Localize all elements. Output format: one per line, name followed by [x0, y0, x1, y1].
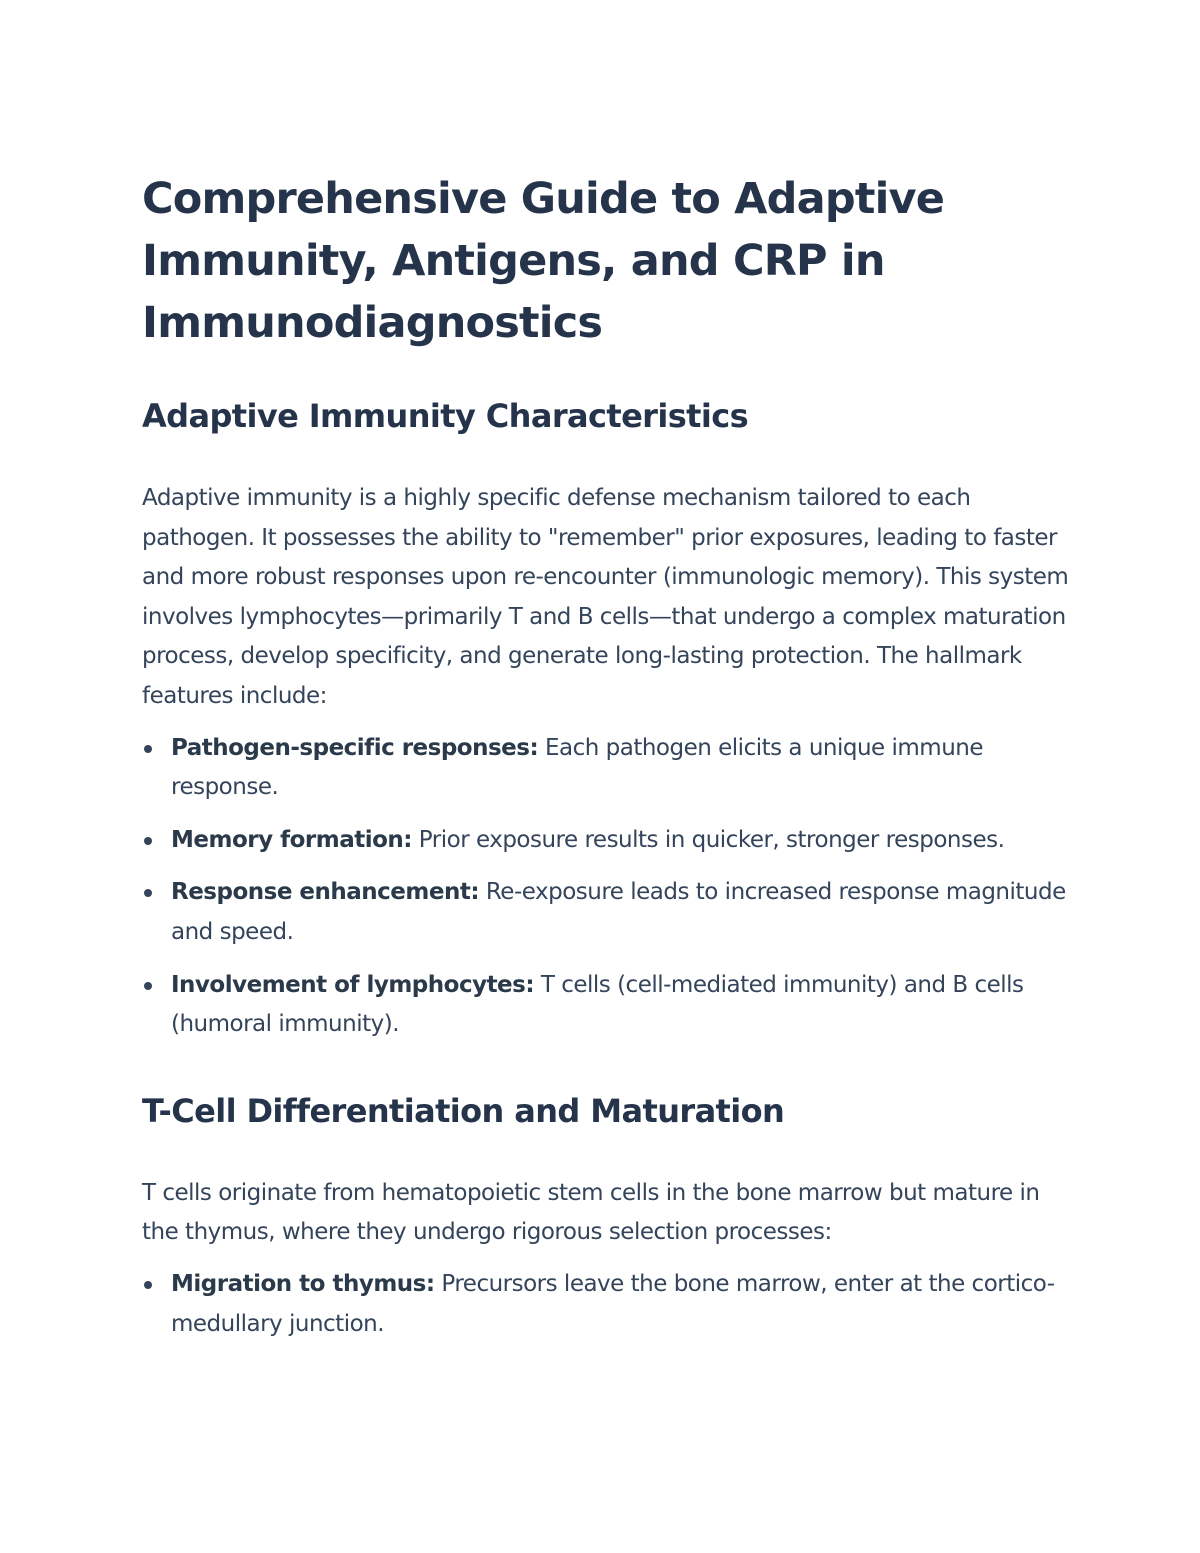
bullet-icon — [144, 889, 152, 897]
list-item-term: Pathogen-specific responses: — [171, 734, 539, 761]
list-item — [142, 729, 1072, 808]
list-item — [142, 821, 1072, 861]
list-item-term: Migration to thymus: — [171, 1270, 435, 1297]
list-item — [142, 873, 1072, 952]
section-heading-adaptive-immunity: Adaptive Immunity Characteristics — [142, 397, 749, 435]
list-item-text: Each pathogen elicits a unique immune response. — [171, 734, 984, 801]
list-item-term: Memory formation: — [171, 826, 412, 853]
list-item-text: Re-exposure leads to increased response magnitude and speed. — [171, 879, 1066, 945]
bullet-icon — [144, 837, 152, 845]
document-title: Comprehensive Guide to Adaptive Immunity, Antigens, and CRP in Immunodiagnostics — [142, 174, 945, 348]
section-heading-t-cell: T-Cell Differentiation and Maturation — [142, 1091, 785, 1130]
list-item-text: Precursors leave the bone marrow, enter at the cortico-medullary junction. — [171, 1270, 1055, 1337]
list-item — [142, 1265, 1072, 1344]
section-paragraph-adaptive-immunity: Adaptive immunity is a highly specific defense mechanism tailored to each pathogen. It possesses the ability to "remember" prior exposures, leading to faster and more robust responses upon re-encounter (immunologic memory). This system involves lymphocytes—primarily T and B cells—that undergo a complex maturation process, develop specificity, and generate long-lasting protection. The hallmark features include: — [142, 485, 1069, 709]
list-item-term: Response enhancement: — [171, 879, 480, 906]
feature-list — [142, 729, 1072, 1045]
bullet-icon — [144, 982, 152, 990]
list-item-text: Prior exposure results in quicker, stronger responses. — [412, 826, 1005, 853]
selection-list — [142, 1265, 1072, 1344]
document-page — [142, 168, 1072, 1357]
list-item-term: Involvement of lymphocytes: — [171, 971, 535, 998]
bullet-icon — [144, 745, 152, 753]
bullet-icon — [144, 1281, 152, 1289]
section-paragraph-t-cell: T cells originate from hematopoietic stem cells in the bone marrow but mature in the thymus, where they undergo rigorous selection processes: — [142, 1179, 1040, 1246]
list-item — [142, 966, 1072, 1045]
list-item-text: T cells (cell-mediated immunity) and B cells (humoral immunity). — [171, 971, 1024, 1038]
